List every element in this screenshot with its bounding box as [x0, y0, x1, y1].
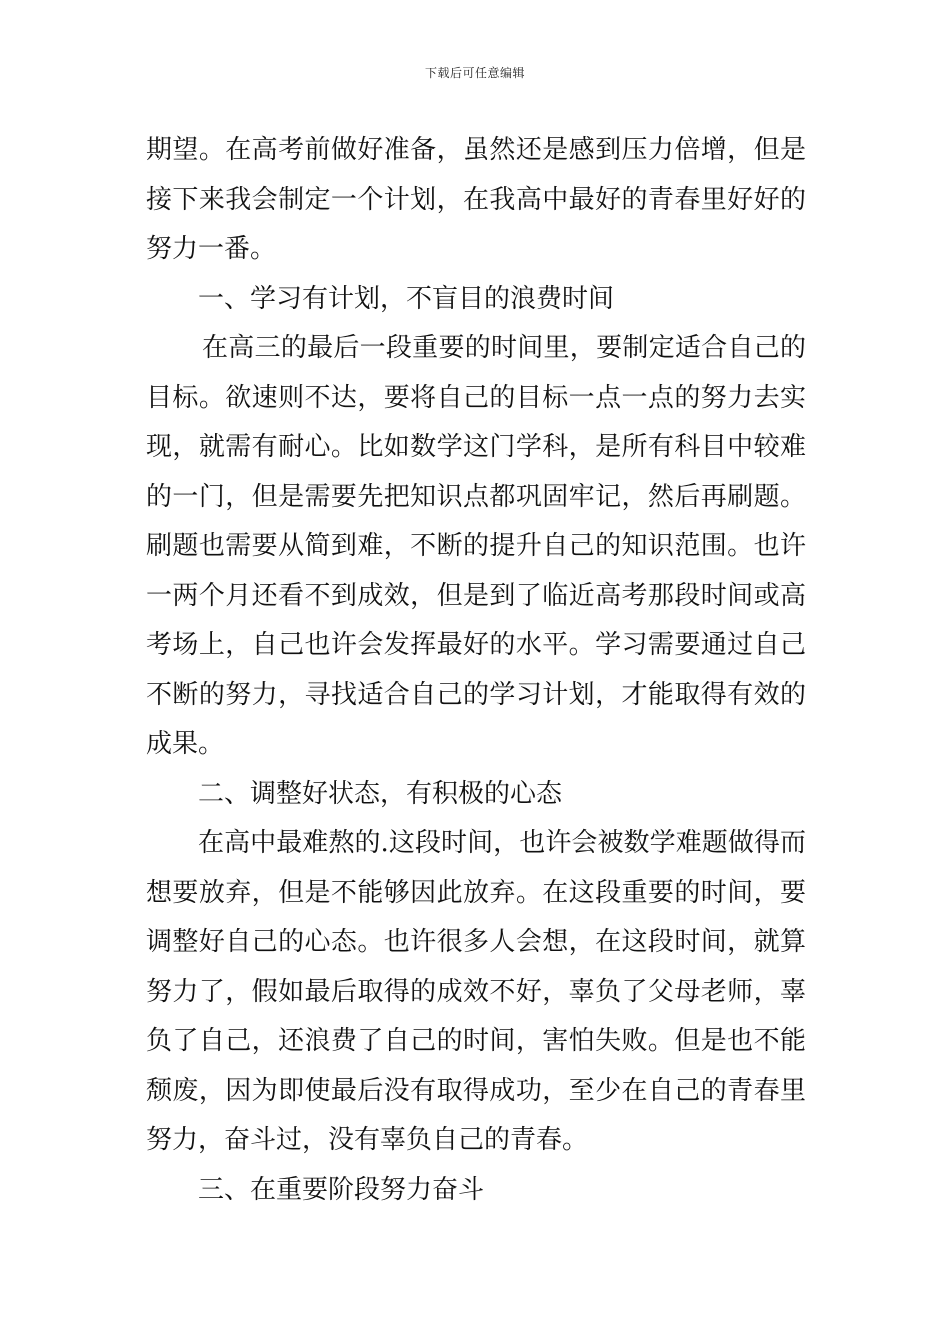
page-header: 下载后可任意编辑 — [424, 66, 525, 80]
section-heading-1: 一、学习有计划，不盲目的浪费时间 — [198, 283, 615, 314]
paragraph-continued: 期望。在高考前做好准备，虽然还是感到压力倍增，但是接下来我会制定一个计划，在我高中最好的青春里好好的努力一番。 — [146, 135, 806, 264]
paragraph-mindset: 在高中最难熬的.这段时间，也许会被数学难题做得而想要放弃，但是不能够因此放弃。在这段重要的时间，要调整好自己的心态。也许很多人会想，在这段时间，就算努力了，假如最后取得的成效不好，辜负了父母老师，辜负了自己，还浪费了自己的时间，害怕失败。但是也不能颓废，因为即使最后没有取得成功，至少在自己的青春里努力，奋斗过，没有辜负自己的青春。 — [146, 828, 806, 1155]
section-heading-3: 三、在重要阶段努力奋斗 — [198, 1174, 485, 1205]
paragraph-study-plan: 在高三的最后一段重要的时间里，要制定适合自己的目标。欲速则不达，要将自己的目标一点一点的努力去实现，就需有耐心。比如数学这门学科，是所有科目中较难的一门，但是需要先把知识点都巩固牢记，然后再刷题。刷题也需要从简到难，不断的提升自己的知识范围。也许一两个月还看不到成效，但是到了临近高考那段时间或高考场上，自己也许会发挥最好的水平。学习需要通过自己不断的努力，寻找适合自己的学习计划，才能取得有效的成果。 — [146, 333, 806, 759]
section-heading-2: 二、调整好状态，有积极的心态 — [198, 778, 563, 809]
document-body — [146, 126, 806, 1215]
